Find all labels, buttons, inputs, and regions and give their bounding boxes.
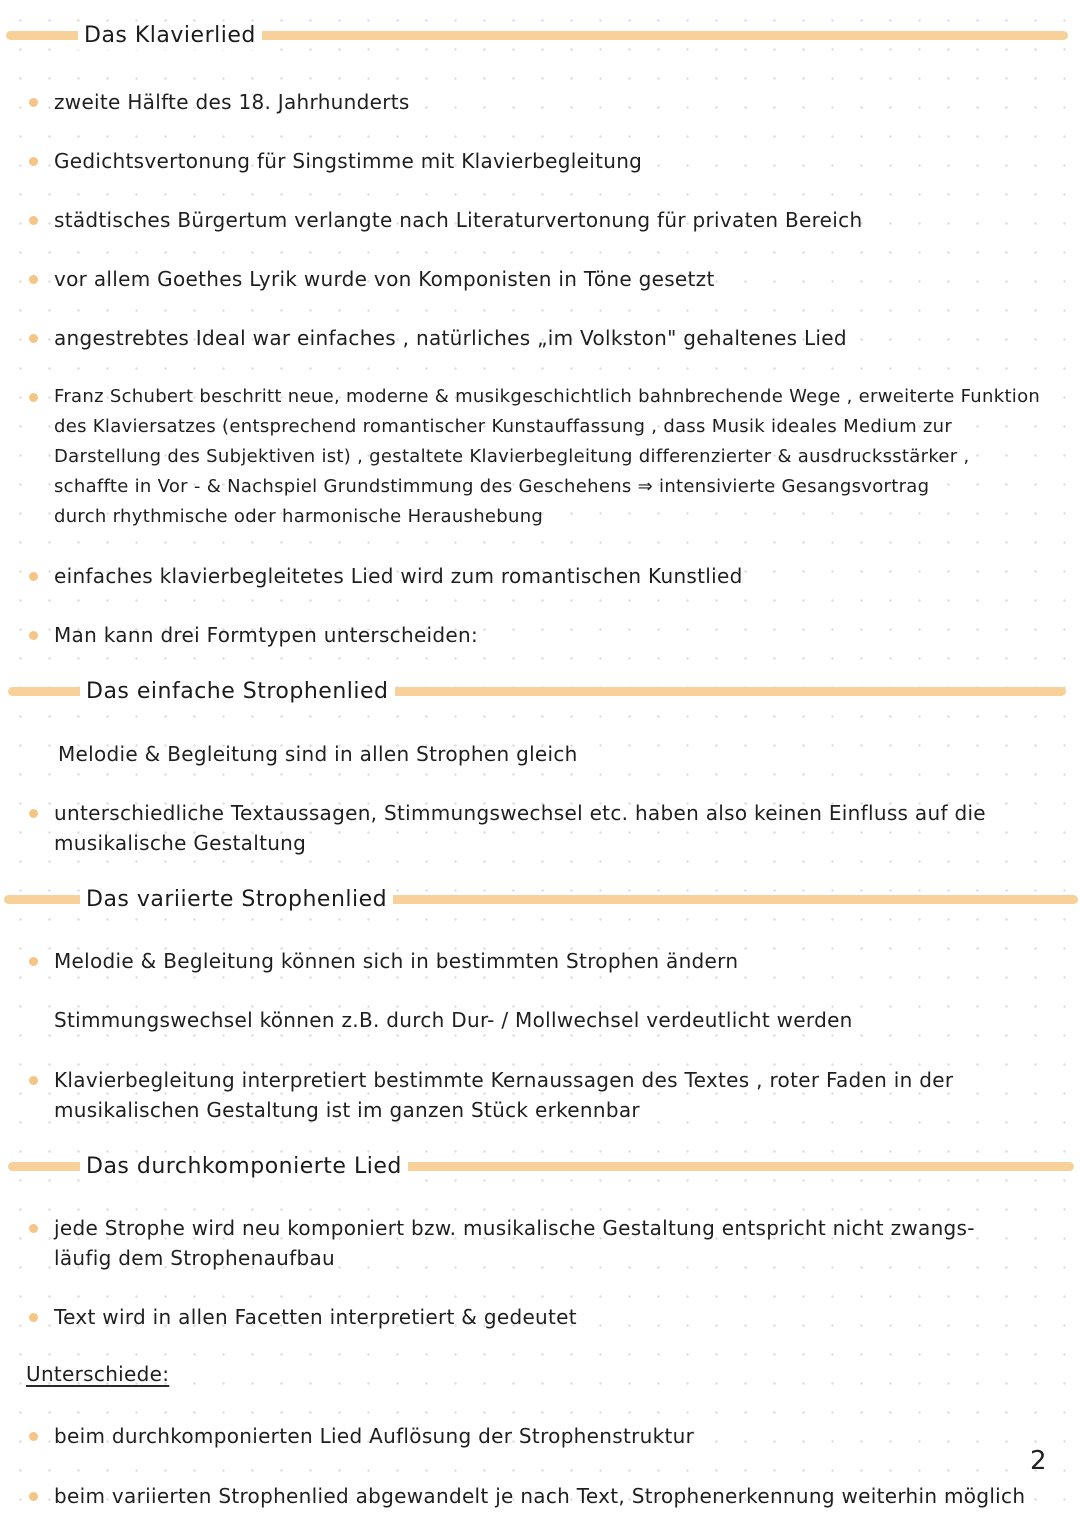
section-heading-klavierlied <box>0 22 1080 52</box>
heading-title: Das Klavierlied <box>78 22 262 50</box>
text-line: Klavierbegleitung interpretiert bestimmte Kernaussagen des Textes , roter Faden in der <box>54 1068 954 1092</box>
list-item-text: vor allem Goethes Lyrik wurde von Komponisten in Töne gesetzt <box>54 267 715 291</box>
text-line: jede Strophe wird neu komponiert bzw. musikalische Gestaltung entspricht nicht zwangs- <box>54 1216 975 1240</box>
bullet-dot <box>29 1224 38 1233</box>
bullet-dot <box>29 157 38 166</box>
bullet-dot <box>29 957 38 966</box>
list-item-text: städtisches Bürgertum verlangte nach Literaturvertonung für privaten Bereich <box>54 208 863 232</box>
text-line: musikalische Gestaltung <box>54 831 307 855</box>
list-item-text: Man kann drei Formtypen unterscheiden: <box>54 623 479 647</box>
page-number: 2 <box>1030 1446 1047 1476</box>
text-line: durch rhythmische oder harmonische Heraushebung <box>54 506 544 527</box>
heading-title: Das einfache Strophenlied <box>80 678 395 706</box>
plain-text: Melodie & Begleitung sind in allen Strophen gleich <box>58 742 578 766</box>
bullet-dot <box>29 393 38 402</box>
list-item-text: einfaches klavierbegleitetes Lied wird zum romantischen Kunstlied <box>54 564 743 588</box>
plain-text: Stimmungswechsel können z.B. durch Dur- / Mollwechsel verdeutlicht werden <box>54 1008 853 1032</box>
bullet-dot <box>29 1076 38 1085</box>
list-item-text <box>54 798 1044 858</box>
bullet-dot <box>29 572 38 581</box>
text-line: des Klaviersatzes (entsprechend romantischer Kunstauffassung , dass Musik ideales Medium zur <box>54 416 953 437</box>
bullet-dot <box>29 275 38 284</box>
text-line: läufig dem Strophenaufbau <box>54 1246 335 1270</box>
bullet-dot <box>29 1432 38 1441</box>
bullet-dot <box>29 216 38 225</box>
text-line: unterschiedliche Textaussagen, Stimmungswechsel etc. haben also keinen Einfluss auf die <box>54 801 986 825</box>
list-item-text <box>54 1065 1044 1125</box>
list-item-text: zweite Hälfte des 18. Jahrhunderts <box>54 90 410 114</box>
section-heading-variiertes-strophenlied <box>0 886 1080 916</box>
list-item-text: beim variierten Strophenlied abgewandelt je nach Text, Strophenerkennung weiterhin möglich <box>54 1484 1026 1508</box>
bullet-dot <box>29 334 38 343</box>
text-line: Franz Schubert beschritt neue, moderne & musikgeschichtlich bahnbrechende Wege , erweiterte Funktion <box>54 386 1041 407</box>
bullet-dot <box>29 98 38 107</box>
section-heading-durchkomponiertes-lied <box>0 1153 1080 1183</box>
list-item-text: Gedichtsvertonung für Singstimme mit Klavierbegleitung <box>54 149 643 173</box>
list-item-text <box>54 382 1044 532</box>
list-item-text: Text wird in allen Facetten interpretiert & gedeutet <box>54 1305 577 1329</box>
list-item-text: Melodie & Begleitung können sich in bestimmten Strophen ändern <box>54 949 739 973</box>
list-item-text: angestrebtes Ideal war einfaches , natürliches „im Volkston" gehaltenes Lied <box>54 326 847 350</box>
bullet-dot <box>29 1313 38 1322</box>
text-line: schaffte in Vor - & Nachspiel Grundstimmung des Geschehens ⇒ intensivierte Gesangsvortrag <box>54 476 930 497</box>
bullet-dot <box>29 809 38 818</box>
section-heading-einfaches-strophenlied <box>0 678 1080 708</box>
bullet-dot <box>29 1492 38 1501</box>
heading-title: Das variierte Strophenlied <box>80 886 393 914</box>
heading-title: Das durchkomponierte Lied <box>80 1153 408 1181</box>
subheading-unterschiede: Unterschiede: <box>26 1362 170 1386</box>
text-line: musikalischen Gestaltung ist im ganzen Stück erkennbar <box>54 1098 640 1122</box>
list-item-text: beim durchkomponierten Lied Auflösung der Strophenstruktur <box>54 1424 695 1448</box>
bullet-dot <box>29 631 38 640</box>
list-item-text <box>54 1213 1044 1273</box>
text-line: Darstellung des Subjektiven ist) , gestaltete Klavierbegleitung differenzierter & ausdrucksstärker , <box>54 446 970 467</box>
